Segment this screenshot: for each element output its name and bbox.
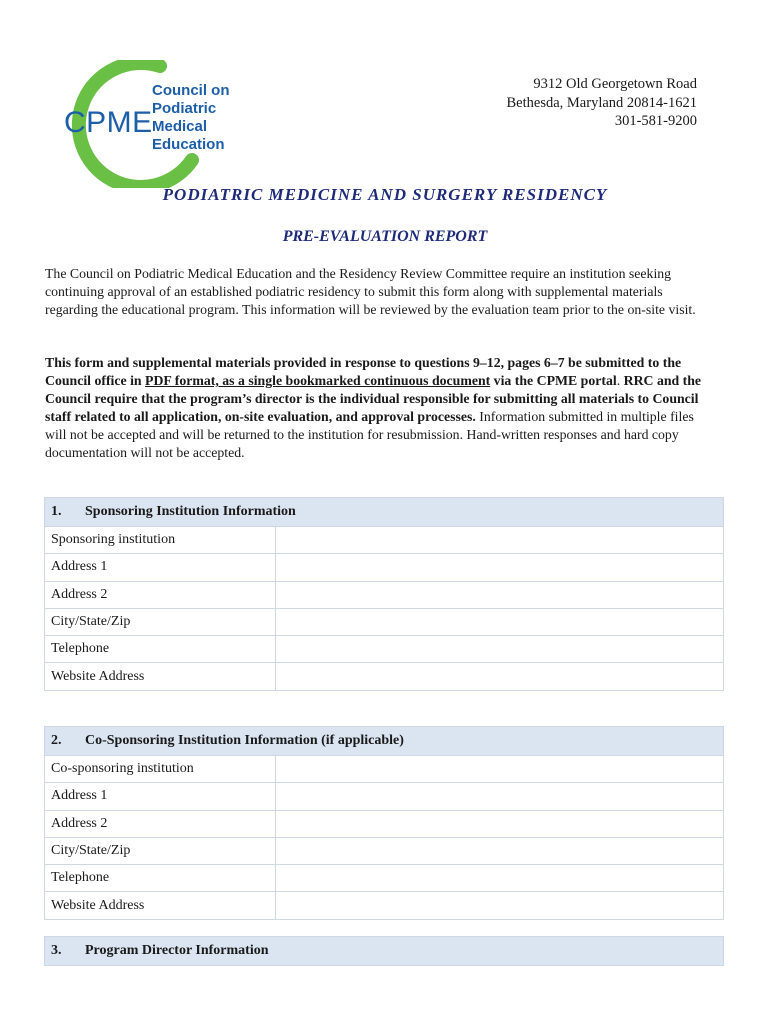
section-header [45,498,724,527]
table-row [45,663,724,690]
field-label: Address 2 [45,810,276,837]
logo-name-line-1: Council on [152,82,230,99]
document-title: PODIATRIC MEDICINE AND SURGERY RESIDENCY [162,185,608,204]
field-label: Address 1 [45,554,276,581]
table-row [45,527,724,554]
co-sponsoring-institution-field[interactable] [276,756,724,783]
logo-name-line-2: Podiatric Medical [152,100,217,135]
field-label: City/State/Zip [45,837,276,864]
address-phone: 301-581-9200 [614,113,697,129]
telephone-field[interactable] [276,636,724,663]
table-row [45,783,724,810]
city-state-zip-field[interactable] [276,608,724,635]
field-label: Telephone [45,636,276,663]
telephone-field[interactable] [276,865,724,892]
notice-plain-b: Information submitted in multiple files will not be accepted and will be returned to the institution for resubmission. Hand-written responses and hard copy documentation will not be accepted. [45,409,694,460]
field-label: Co-sponsoring institution [45,756,276,783]
submission-notice [45,354,710,462]
table-row [45,581,724,608]
section-number: 1. [51,504,62,519]
section-title: Co-Sponsoring Institution Information (if applicable) [85,733,404,748]
logo-name-line-3: Education [152,136,225,153]
table-row [45,837,724,864]
table-row [45,636,724,663]
notice-plain-a: . [616,373,624,388]
address-city: Bethesda, Maryland 20814-1621 [506,94,697,111]
section-3-table [44,936,724,966]
website-address-field[interactable] [276,663,724,690]
table-row [45,554,724,581]
section-header [45,937,724,966]
intro-paragraph: The Council on Podiatric Medical Education and the Residency Review Committee require an institution seeking continuing approval of an established podiatric residency to submit this form along with supplemental materials regarding the educational program. This information will be reviewed by the evaluation team prior to the on-site visit. [45,266,696,317]
office-address [507,75,697,131]
table-row [45,756,724,783]
section-number: 2. [51,733,62,748]
logo-abbreviation: CPME [64,106,153,139]
field-label: Address 2 [45,581,276,608]
section-header-cell [45,498,724,527]
field-label: City/State/Zip [45,608,276,635]
document-subtitle: PRE-EVALUATION REPORT [282,228,488,245]
section-header-cell [45,937,724,966]
notice-bold-a: This form and supplemental materials provided in response to questions 9–12, pages 6–7 be submitted to the Council office in [45,355,682,388]
table-row [45,892,724,919]
logo-name [152,82,272,154]
field-label: Website Address [45,892,276,919]
section-header [45,727,724,756]
section-title: Sponsoring Institution Information [85,504,296,519]
website-address-field[interactable] [276,892,724,919]
section-title: Program Director Information [85,943,269,958]
address-1-field[interactable] [276,554,724,581]
address-street: 9312 Old Georgetown Road [533,76,697,92]
table-row [45,865,724,892]
section-1-table [44,497,724,691]
section-header-cell [45,727,724,756]
field-label: Telephone [45,865,276,892]
field-label: Address 1 [45,783,276,810]
notice-bold-b: via the CPME portal [490,373,617,388]
address-2-field[interactable] [276,581,724,608]
city-state-zip-field[interactable] [276,837,724,864]
notice-bold-c: RRC and the Council require that the program’s director is the individual responsible for submitting all materials to Council staff related to all application, on-site evaluation, and approval processes. [45,373,702,424]
field-label: Website Address [45,663,276,690]
section-2-table [44,726,724,920]
field-label: Sponsoring institution [45,527,276,554]
table-row [45,608,724,635]
cpme-logo [42,60,272,188]
table-row [45,810,724,837]
address-1-field[interactable] [276,783,724,810]
address-2-field[interactable] [276,810,724,837]
section-number: 3. [51,943,62,958]
notice-pdf-format: PDF format, as a single bookmarked continuous document [145,373,491,388]
sponsoring-institution-field[interactable] [276,527,724,554]
